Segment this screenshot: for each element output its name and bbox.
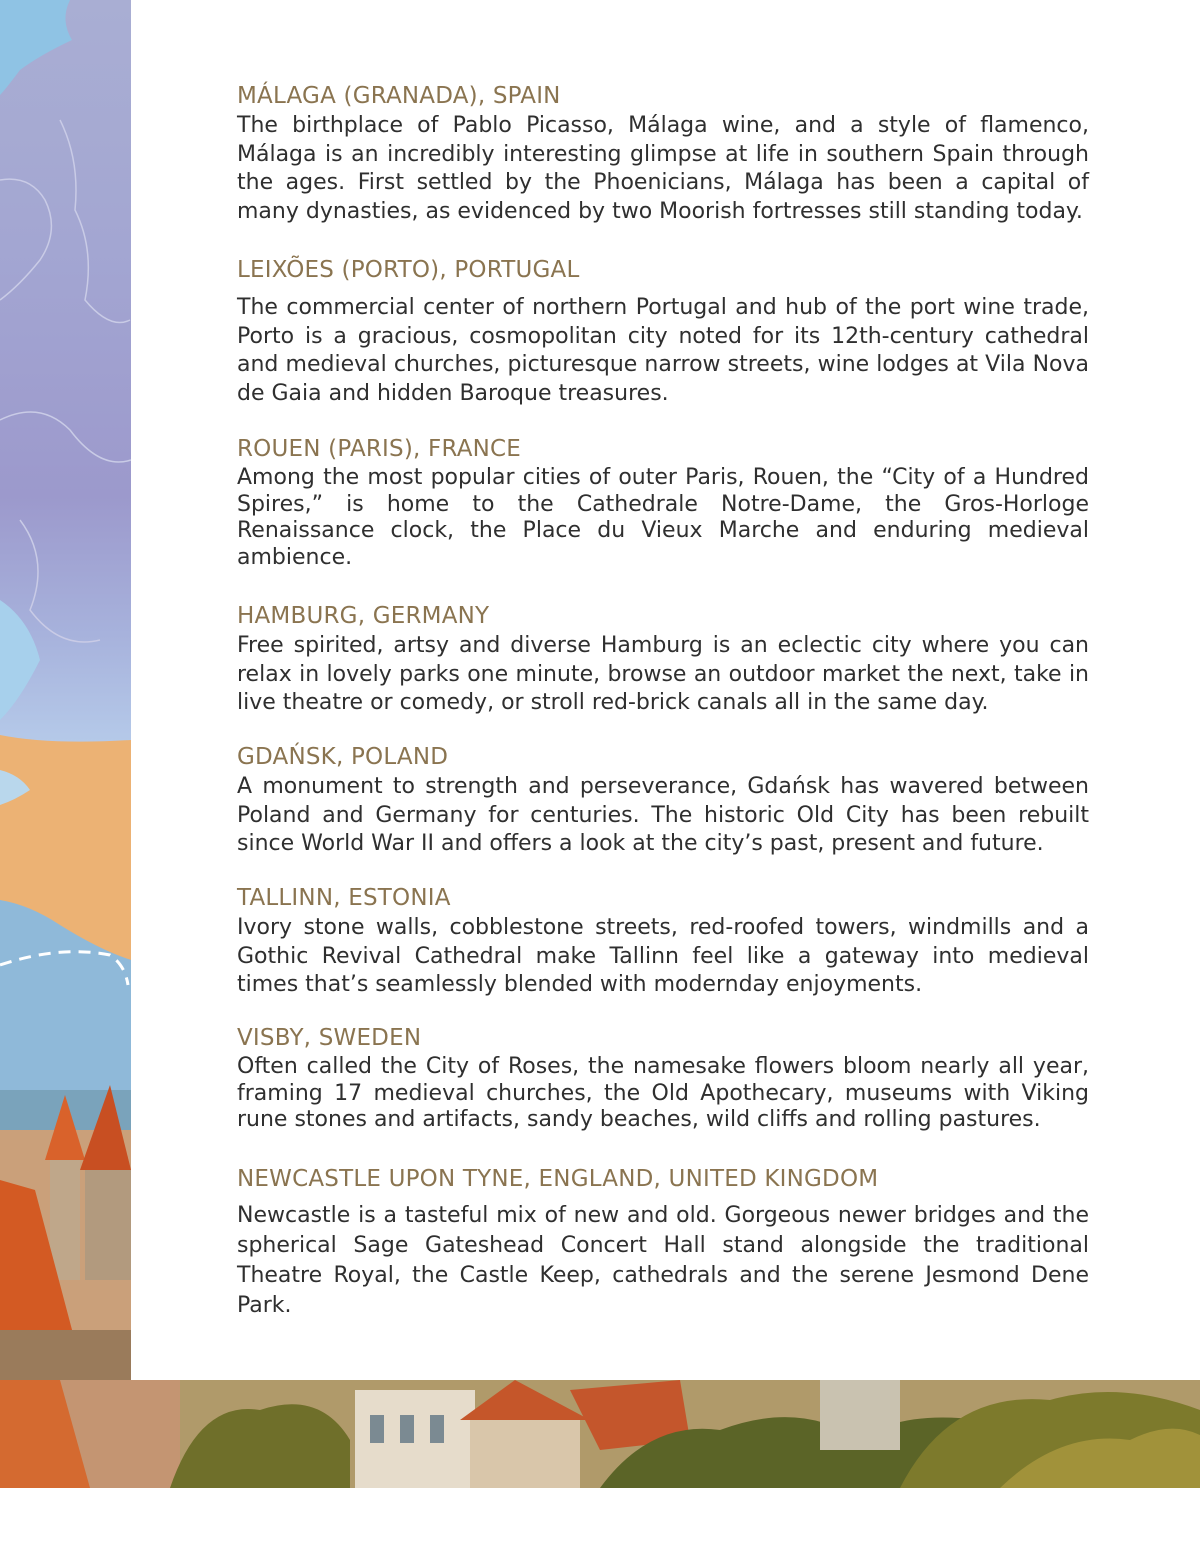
destination-title: TALLINN, ESTONIA (237, 885, 451, 911)
town-photo-band (0, 1380, 1200, 1488)
destination-description: Ivory stone walls, cobblestone streets, red-roofed towers, windmills and a Gothic Revival Cathedral make Tallinn feel like a gateway into medieval times that’s seamlessly blended with modernday enjoyments. (237, 915, 1089, 997)
destination-description: Free spirited, artsy and diverse Hamburg is an eclectic city where you can relax in lovely parks one minute, browse an outdoor market the next, take in live theatre or comedy, or stroll red-brick canals all in the same day. (237, 633, 1089, 715)
destination-tallinn (237, 882, 1089, 1000)
destination-visby (237, 1022, 1089, 1134)
destination-description: The commercial center of northern Portugal and hub of the port wine trade, Porto is a gracious, cosmopolitan city noted for its 12th-century cathedral and medieval churches, picturesque narrow streets, wine lodges at Vila Nova de Gaia and hidden Baroque treasures. (237, 295, 1089, 406)
destination-title: HAMBURG, GERMANY (237, 603, 490, 629)
destination-description: A monument to strength and perseverance, Gdańsk has wavered between Poland and Germany for centuries. The historic Old City has been rebuilt since World War II and offers a look at the city’s past, present and future. (237, 774, 1089, 856)
destination-rouen (237, 433, 1089, 571)
destination-title: ROUEN (PARIS), FRANCE (237, 436, 522, 462)
destination-leixoes (237, 254, 1089, 408)
destination-hamburg (237, 600, 1089, 718)
map-illustration (0, 0, 131, 1380)
destination-malaga (237, 80, 1089, 226)
destination-title: MÁLAGA (GRANADA), SPAIN (237, 83, 561, 109)
destination-title: GDAŃSK, POLAND (237, 744, 449, 770)
destination-description: The birthplace of Pablo Picasso, Málaga wine, and a style of flamenco, Málaga is an incredibly interesting glimpse at life in southern Spain through the ages. First settled by the Phoenicians, Málaga has been a capital of many dynasties, as evidenced by two Moorish fortresses still standing today. (237, 113, 1089, 224)
destination-description: Newcastle is a tasteful mix of new and old. Gorgeous newer bridges and the spherical Sage Gateshead Concert Hall stand alongside the traditional Theatre Royal, the Castle Keep, cathedrals and the serene Jesmond Dene Park. (237, 1203, 1089, 1318)
destination-title: LEIXÕES (PORTO), PORTUGAL (237, 257, 580, 283)
destination-description: Among the most popular cities of outer Paris, Rouen, the “City of a Hundred Spires,” is home to the Cathedrale Notre-Dame, the Gros-Horloge Renaissance clock, the Place du Vieux Marche and enduring medieval ambience. (237, 465, 1089, 570)
destination-title: VISBY, SWEDEN (237, 1025, 422, 1051)
destination-gdansk (237, 741, 1089, 859)
destination-newcastle (237, 1163, 1089, 1321)
destination-title: NEWCASTLE UPON TYNE, ENGLAND, UNITED KINGDOM (237, 1166, 879, 1192)
destination-description: Often called the City of Roses, the namesake flowers bloom nearly all year, framing 17 medieval churches, the Old Apothecary, museums with Viking rune stones and artifacts, sandy beaches, wild cliffs and rolling pastures. (237, 1054, 1089, 1132)
